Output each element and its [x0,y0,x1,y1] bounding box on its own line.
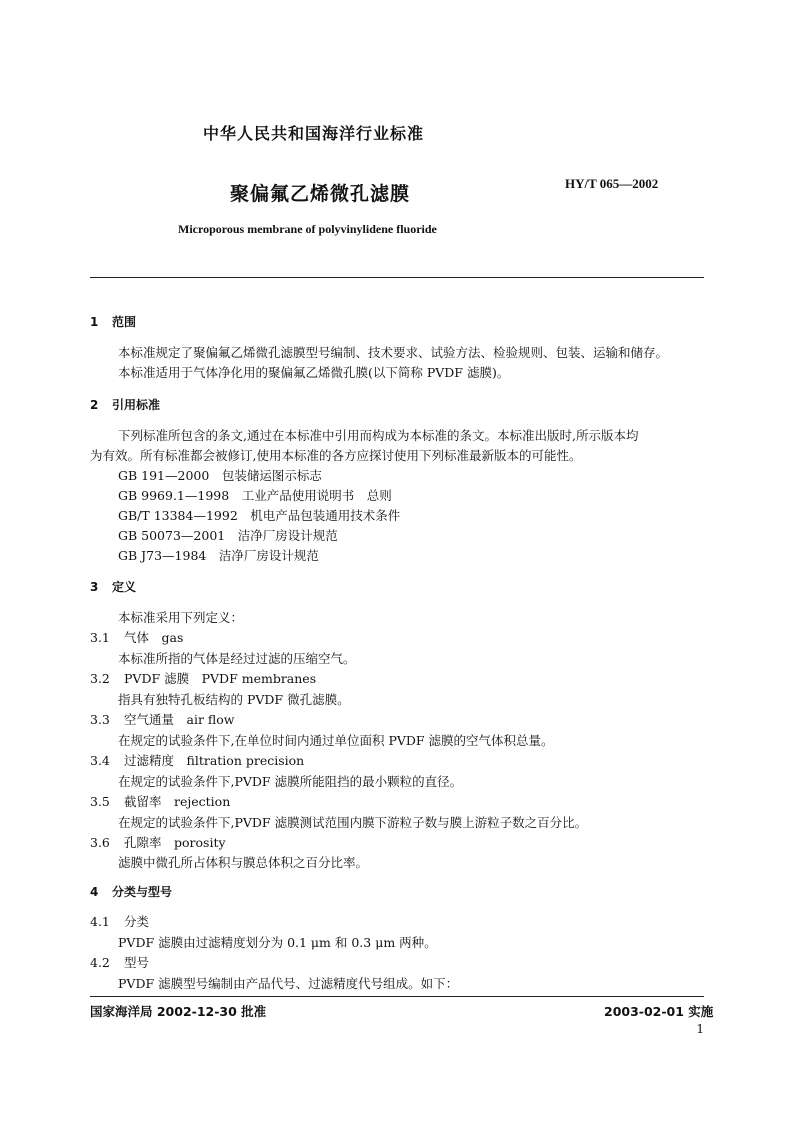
definition-term-3-4 [90,751,304,769]
section-2-heading [90,396,160,413]
standard-org-title: 中华人民共和国海洋行业标准 [203,124,425,143]
clause-text-4-1: PVDF 滤膜由过滤精度划分为 0.1 μm 和 0.3 μm 两种。 [118,935,437,950]
s2-paragraph-line-1: 下列标准所包含的条文,通过在本标准中引用而构成为本标准的条文。本标准出版时,所示版本均 [118,428,639,443]
s2-paragraph-line-2: 为有效。所有标准都会被修订,使用本标准的各方应探讨使用下列标准最新版本的可能性。 [90,448,582,463]
reference-item: GB 9969.1—1998 工业产品使用说明书 总则 [118,488,392,503]
definition-text-3-6: 滤膜中微孔所占体积与膜总体积之百分比率。 [118,855,369,870]
definition-term-3-2 [90,669,316,687]
header-divider [90,277,704,278]
section-title: 分类与型号 [112,885,173,899]
clause-title: 型号 [124,955,150,970]
definition-text-3-3: 在规定的试验条件下,在单位时间内通过单位面积 PVDF 滤膜的空气体积总量。 [118,733,554,748]
s1-paragraph-2: 本标准适用于气体净化用的聚偏氟乙烯微孔膜(以下简称 PVDF 滤膜)。 [118,365,510,380]
clause-number: 3.2 [90,671,110,686]
clause-number: 3.3 [90,712,110,727]
clause-number: 3.6 [90,835,110,850]
s1-paragraph-1: 本标准规定了聚偏氟乙烯微孔滤膜型号编制、技术要求、试验方法、检验规则、包装、运输和储存。 [118,345,669,360]
clause-number: 4.1 [90,914,110,929]
section-number: 3 [90,580,99,594]
reference-item: GB 191—2000 包装储运图示标志 [118,468,322,483]
term-text: 孔隙率 porosity [124,835,226,850]
standard-code-text: HY/T 065—2002 [565,176,659,191]
definition-text-3-5: 在规定的试验条件下,PVDF 滤膜测试范围内膜下游粒子数与膜上游粒子数之百分比。 [118,815,588,830]
clause-number: 3.5 [90,794,110,809]
footer-divider [90,996,704,997]
reference-item: GB/T 13384—1992 机电产品包装通用技术条件 [118,508,401,523]
section-title: 定义 [112,580,137,594]
section-1-heading [90,313,136,330]
clause-number: 3.1 [90,630,110,645]
reference-item: GB J73—1984 洁净厂房设计规范 [118,548,319,563]
s3-intro: 本标准采用下列定义： [118,610,244,625]
definition-text-3-4: 在规定的试验条件下,PVDF 滤膜所能阻挡的最小颗粒的直径。 [118,774,463,789]
definition-term-3-6 [90,833,226,851]
section-title: 范围 [112,315,137,329]
term-text: 气体 gas [124,630,184,645]
term-text: PVDF 滤膜 PVDF membranes [124,671,317,686]
clause-number: 4.2 [90,955,110,970]
section-number: 2 [90,398,99,412]
approval-date: 国家海洋局 2002-12-30 批准 [90,1004,267,1019]
section-number: 4 [90,885,99,899]
term-text: 过滤精度 filtration precision [124,753,305,768]
standard-code [565,176,658,192]
clause-title: 分类 [124,914,150,929]
definition-text-3-1: 本标准所指的气体是经过过滤的压缩空气。 [118,651,356,666]
definition-term-3-5 [90,792,230,810]
clause-number: 3.4 [90,753,110,768]
section-title: 引用标准 [112,398,161,412]
reference-item: GB 50073—2001 洁净厂房设计规范 [118,528,338,543]
clause-heading-4-2 [90,953,149,971]
effective-date: 2003-02-01 实施 [604,1004,714,1019]
section-4-heading [90,883,172,900]
document-title-en: Microporous membrane of polyvinylidene fluoride [178,222,437,236]
term-text: 空气通量 air flow [124,712,235,727]
definition-text-3-2: 指具有独特孔板结构的 PVDF 微孔滤膜。 [118,692,350,707]
section-3-heading [90,578,136,595]
clause-heading-4-1 [90,912,149,930]
term-text: 截留率 rejection [124,794,231,809]
page-number: 1 [696,1022,704,1036]
definition-term-3-1 [90,628,183,646]
clause-text-4-2: PVDF 滤膜型号编制由产品代号、过滤精度代号组成。如下： [118,976,459,991]
document-title-cn: 聚偏氟乙烯微孔滤膜 [230,183,411,205]
definition-term-3-3 [90,710,234,728]
section-number: 1 [90,315,99,329]
